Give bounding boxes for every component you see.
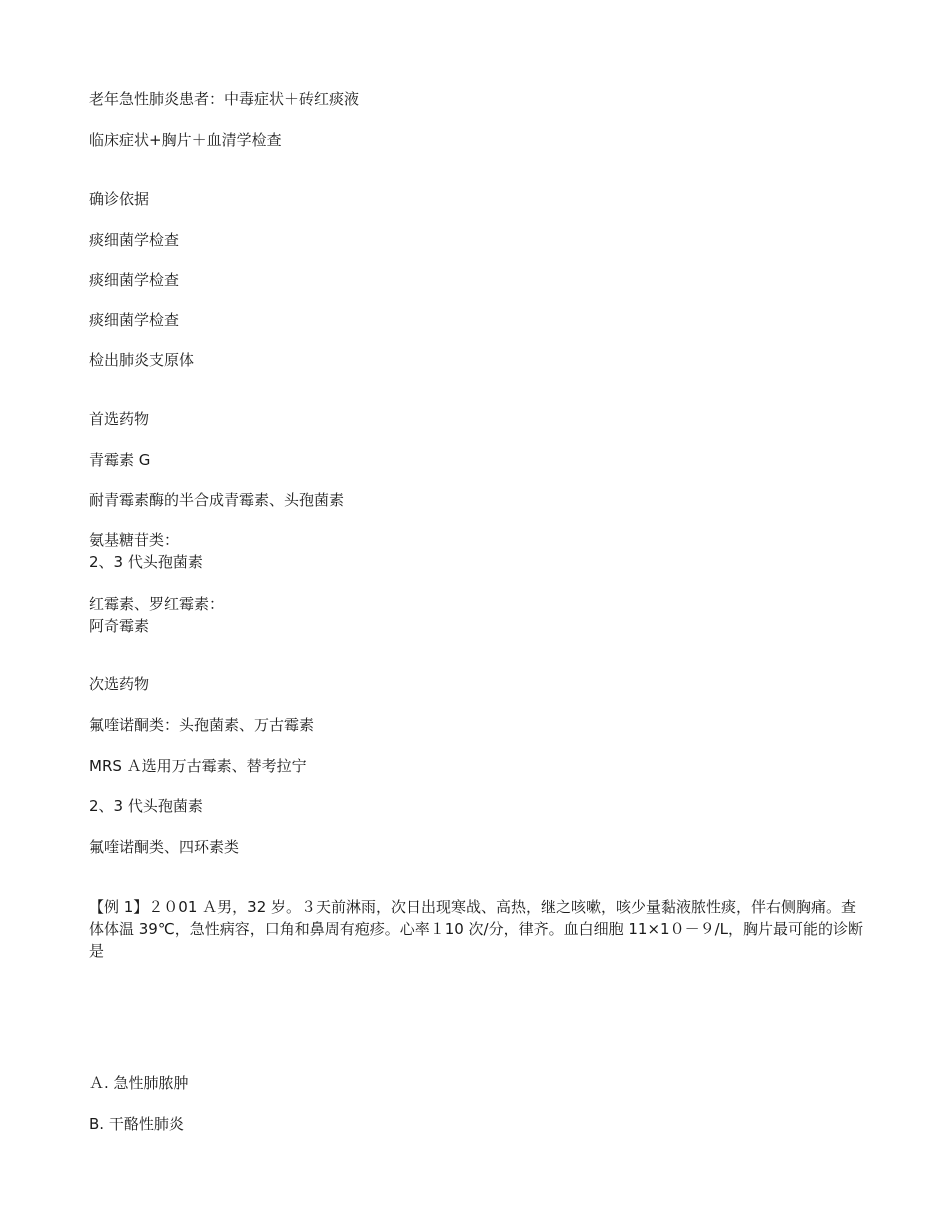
diagnosis-item: 检出肺炎支原体 — [89, 351, 195, 369]
first-choice-item: 2、3 代头孢菌素 — [89, 553, 203, 571]
section-heading-second-choice: 次选药物 — [89, 675, 150, 693]
second-choice-item: 氟喹诺酮类、四环素类 — [89, 838, 240, 856]
diagnosis-item: 痰细菌学检查 — [89, 231, 180, 249]
first-choice-item: 阿奇霉素 — [89, 617, 150, 635]
second-choice-item: 2、3 代头孢菌素 — [89, 797, 203, 815]
second-choice-item: MRS Ａ选用万古霉素、替考拉宁 — [89, 757, 307, 775]
first-choice-item: 青霉素 G — [89, 451, 151, 469]
second-choice-item: 氟喹诺酮类：头孢菌素、万古霉素 — [89, 716, 315, 734]
intro-line: 临床症状+胸片＋血清学检查 — [89, 131, 282, 149]
first-choice-item: 氨基糖苷类： — [89, 531, 180, 549]
diagnosis-item: 痰细菌学检查 — [89, 311, 180, 329]
example-question: 【例 1】２０01 Ａ男，32 岁。３天前淋雨，次日出现寒战、高热，继之咳嗽，咳少量黏液脓性痰，伴右侧胸痛。查体体温 39℃，急性病容，口角和鼻周有疱疹。心率１10 次/分，律齐。血白细胞 11×1０－９/L，胸片最可能的诊断是 — [89, 898, 863, 960]
first-choice-item: 红霉素、罗红霉素： — [89, 595, 225, 613]
diagnosis-item: 痰细菌学检查 — [89, 271, 180, 289]
section-heading-diagnosis: 确诊依据 — [89, 190, 150, 208]
section-heading-first-choice: 首选药物 — [89, 410, 150, 428]
answer-option: B. 干酪性肺炎 — [89, 1115, 184, 1133]
first-choice-item: 耐青霉素酶的半合成青霉素、头孢菌素 — [89, 491, 345, 509]
intro-line: 老年急性肺炎患者：中毒症状＋砖红痰液 — [89, 90, 360, 108]
answer-option: Ａ. 急性肺脓肿 — [89, 1074, 189, 1092]
